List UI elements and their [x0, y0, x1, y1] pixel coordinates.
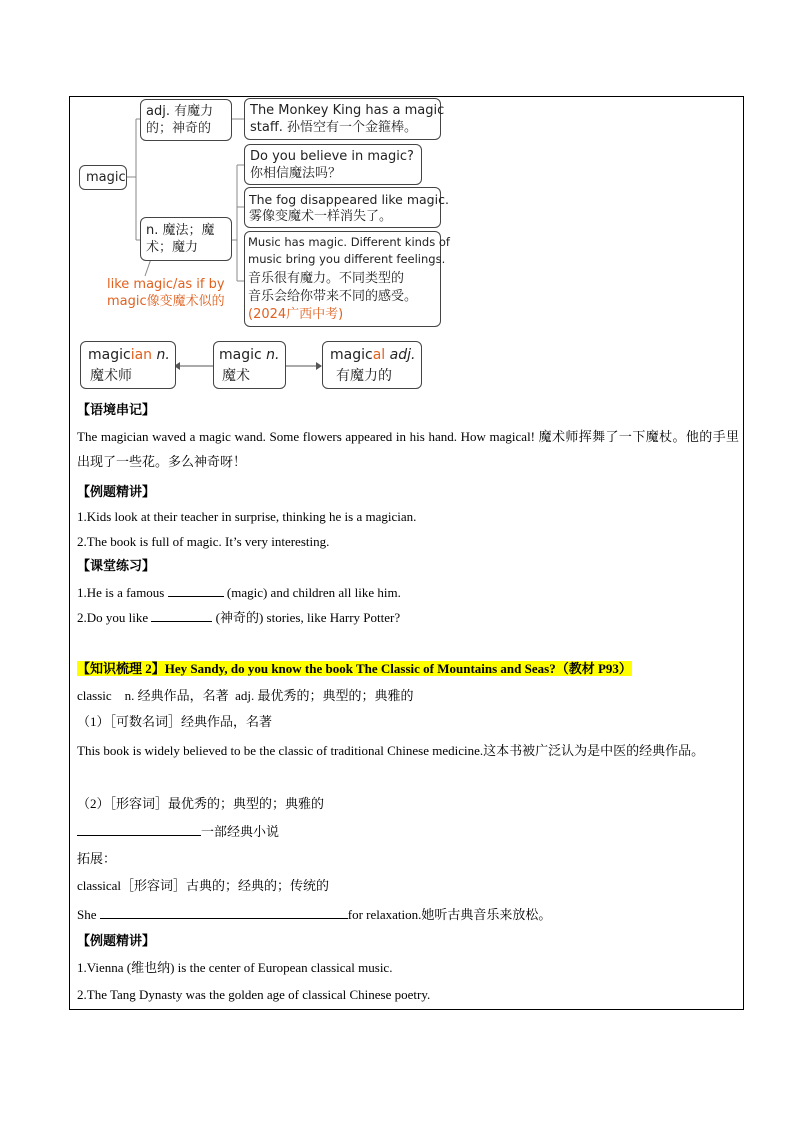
adj-example-line1: The Monkey King has a magic: [250, 103, 445, 118]
practice1-suffix: (magic) and children all like him.: [223, 585, 401, 600]
example2-1: 1.Vienna (维也纳) is the center of European classical music.: [77, 960, 393, 975]
noun-line2: 术；魔力: [146, 240, 199, 255]
noun-example2-line1: The fog disappeared like magic.: [249, 192, 449, 207]
example1-2: 2.The book is full of magic. It’s very interesting.: [77, 534, 330, 549]
practice1-blank[interactable]: [168, 583, 224, 597]
she-prefix: She: [77, 907, 100, 922]
noun-example2-line2: 雾像变魔术一样消失了。: [249, 209, 393, 224]
noun-example-box-3: [244, 231, 450, 327]
heading-examples-2: 【例题精讲】: [77, 933, 156, 948]
heading-examples-1: 【例题精讲】: [77, 484, 156, 499]
noun-box: [140, 217, 232, 261]
practice2-prefix: 2.Do you like: [77, 610, 152, 625]
mindmap-root-box: [79, 165, 127, 190]
family-magic-pos: n.: [261, 347, 280, 363]
classical-def: classical［形容词］古典的；经典的；传统的: [77, 878, 330, 893]
noun-example3-line1: Music has magic. Different kinds of: [248, 235, 450, 249]
adj-example-line2: staff. 孙悟空有一个金箍棒。: [250, 120, 418, 135]
family-magical-box: [322, 341, 422, 389]
adj-line1: adj. 有魔力: [146, 104, 214, 119]
practice2-suffix: (神奇的) stories, like Harry Potter?: [212, 610, 401, 625]
noun-line1: n. 魔法；魔: [146, 223, 215, 238]
noun-example3-line4: 音乐会给你带来不同的感受。: [248, 289, 418, 304]
practice1-prefix: 1.He is a famous: [77, 585, 168, 600]
family-magic-meaning: 魔术: [222, 368, 250, 384]
she-suffix: for relaxation.她听古典音乐来放松。: [347, 907, 552, 922]
adj-box: [140, 99, 232, 141]
mindmap-root: magic: [86, 170, 126, 185]
heading-practice: 【课堂练习】: [77, 558, 156, 573]
noun-example-box-2: [244, 187, 449, 228]
sense2-blank-after: 一部经典小说: [201, 824, 280, 839]
family-magician-base: magic: [88, 347, 131, 363]
example1-1: 1.Kids look at their teacher in surprise, thinking he is a magician.: [77, 509, 417, 524]
family-magic-box: [213, 341, 286, 389]
noun-example3-line2: music bring you different feelings.: [248, 252, 446, 266]
example2-2: 2.The Tang Dynasty was the golden age of classical Chinese poetry.: [77, 987, 431, 1002]
adj-line2: 的；神奇的: [146, 121, 212, 136]
sense2-blank-line: [77, 822, 279, 841]
noun-example1-line2: 你相信魔法吗？: [250, 166, 342, 181]
extension: 拓展：: [77, 851, 117, 866]
noun-example3-line3: 音乐很有魔力。不同类型的: [248, 271, 405, 286]
family-magician-meaning: 魔术师: [90, 368, 132, 384]
noun-example1-line1: Do you believe in magic?: [250, 149, 414, 164]
she-line: [77, 905, 551, 924]
family-magical-pos: adj.: [385, 347, 416, 363]
classic-def: classic n. 经典作品，名著 adj. 最优秀的；典型的；典雅的: [77, 688, 414, 703]
family-magical-suffix: al: [372, 347, 386, 363]
note-line2: magic像变魔术似的: [107, 294, 225, 309]
section2-title: 【知识梳理 2】Hey Sandy, do you know the book The Classic of Mountains and Seas?（教材 P93）: [77, 661, 632, 676]
family-magician-box: [80, 341, 176, 389]
sense1-example: This book is widely believed to be the classic of traditional Chinese medicine.这本书被广泛认为是中医的经典作品。: [77, 743, 705, 758]
practice2-blank[interactable]: [151, 608, 212, 622]
context-text: The magician waved a magic wand. Some flowers appeared in his hand. How magical! 魔术师挥舞了一下魔杖。他的手里出现了一些花。多么神奇呀！: [77, 429, 739, 469]
family-magic-word: magic: [219, 347, 262, 363]
sense2-blank[interactable]: [77, 822, 201, 836]
sense1: （1）［可数名词］经典作品，名著: [77, 714, 273, 729]
she-blank[interactable]: [100, 905, 348, 919]
heading-context: 【语境串记】: [77, 402, 156, 417]
sense2: （2）［形容词］最优秀的；典型的；典雅的: [77, 796, 325, 811]
family-magical-base: magic: [330, 347, 373, 363]
family-magician-suffix: ian: [130, 347, 153, 363]
note-line1: like magic/as if by: [107, 277, 225, 292]
noun-example3-source: (2024广西中考): [248, 307, 344, 322]
family-magician-pos: n.: [152, 347, 170, 363]
family-magical-meaning: 有魔力的: [336, 368, 392, 384]
noun-example-box-1: [244, 144, 422, 185]
practice-1: [77, 583, 401, 602]
practice-2: [77, 608, 400, 627]
adj-example-box: [244, 98, 445, 140]
section2-title-wrap: [77, 660, 632, 678]
